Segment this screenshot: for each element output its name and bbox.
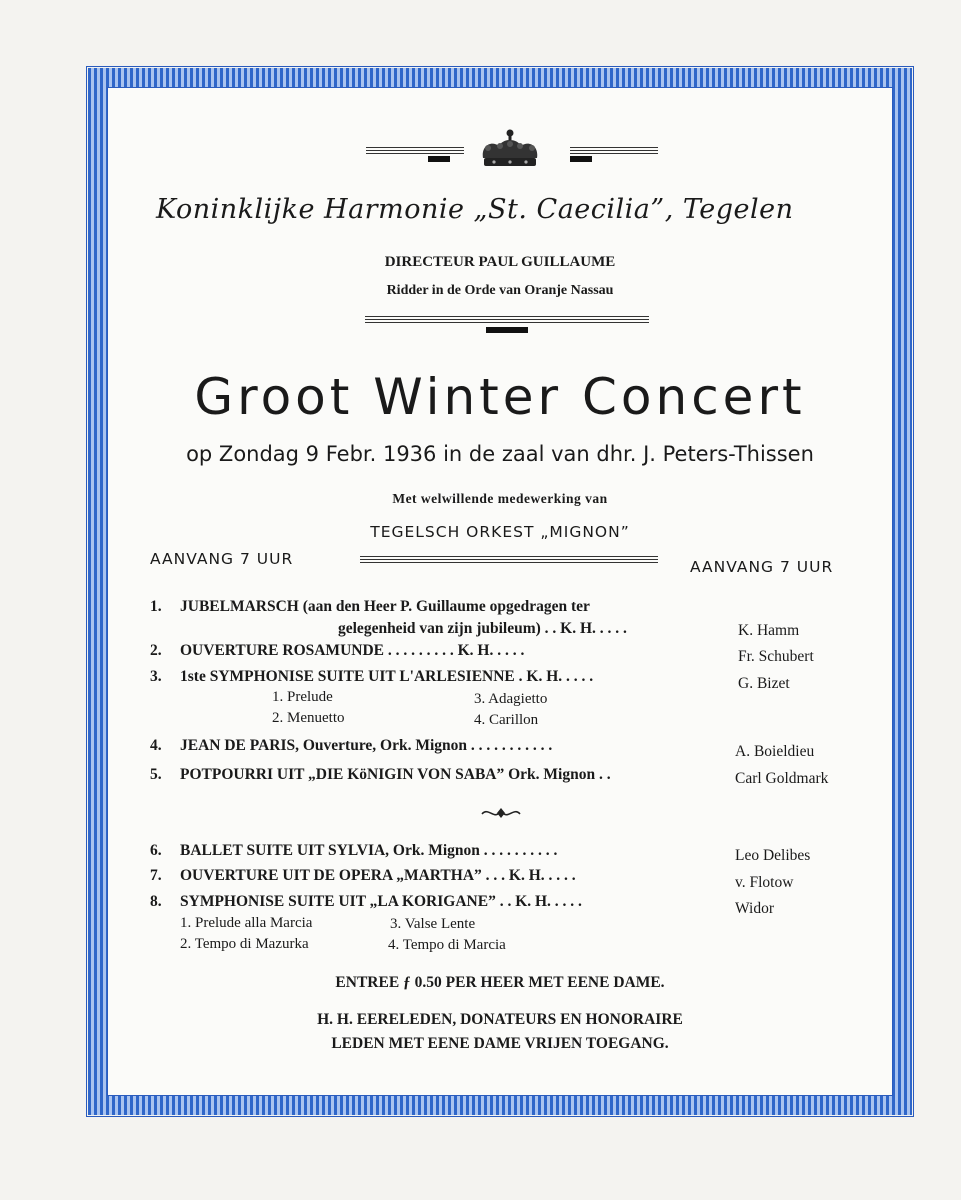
ornament-icon: [480, 805, 522, 821]
start-rule: [360, 556, 658, 563]
header-rule: [365, 316, 649, 323]
movement: 2. Menuetto: [272, 710, 345, 726]
item-composer: Fr. Schubert: [738, 648, 814, 665]
item-composer: Leo Delibes: [735, 847, 811, 864]
top-rule-left: [366, 147, 464, 154]
top-rule-right: [570, 147, 658, 154]
item-composer: K. Hamm: [738, 622, 800, 639]
honorary-line-1: H. H. EERELEDEN, DONATEURS EN HONORAIRE: [317, 1011, 683, 1028]
header-rule-block: [486, 327, 528, 333]
movement: 1. Prelude: [272, 689, 333, 705]
start-time-right: AANVANG 7 UUR: [690, 558, 834, 576]
decorative-border: [88, 68, 912, 1115]
item-composer: v. Flotow: [735, 874, 794, 891]
honorary-line-2: LEDEN MET EENE DAME VRIJEN TOEGANG.: [331, 1035, 669, 1052]
item-title: OUVERTURE UIT DE OPERA „MARTHA” . . . K. H. . . . .: [180, 867, 576, 884]
crown-icon: [479, 128, 541, 172]
item-number: 2.: [150, 642, 162, 659]
movement: 1. Prelude alla Marcia: [180, 915, 313, 931]
item-title: 1ste SYMPHONISE SUITE UIT L'ARLESIENNE . K. H. . . . .: [180, 668, 594, 685]
top-rule-left-block: [428, 156, 450, 162]
entree-line: ENTREE ƒ 0.50 PER HEER MET EENE DAME.: [335, 974, 665, 991]
item-title-cont: gelegenheid van zijn jubileum) . . K. H. . . . .: [338, 620, 627, 637]
order-line: Ridder in de Orde van Oranje Nassau: [386, 283, 614, 298]
movement: 2. Tempo di Mazurka: [180, 936, 309, 952]
movement: 3. Adagietto: [474, 691, 548, 707]
item-number: 7.: [150, 867, 162, 884]
top-rule-right-block: [570, 156, 592, 162]
movement: 4. Tempo di Marcia: [388, 937, 506, 953]
item-title: JEAN DE PARIS, Ouverture, Ork. Mignon . . . . . . . . . . .: [180, 737, 553, 754]
item-composer: Widor: [735, 900, 774, 917]
item-composer: G. Bizet: [738, 675, 790, 692]
item-title: JUBELMARSCH (aan den Heer P. Guillaume opgedragen ter: [180, 598, 590, 615]
item-composer: A. Boieldieu: [735, 743, 815, 760]
item-number: 4.: [150, 737, 162, 754]
item-number: 1.: [150, 598, 162, 615]
item-number: 6.: [150, 842, 162, 859]
concert-title: Groot Winter Concert: [194, 368, 806, 426]
cooperation-line: Met welwillende medewerking van: [392, 491, 608, 506]
orchestra-line: TEGELSCH ORKEST „MIGNON”: [370, 523, 630, 541]
date-line: op Zondag 9 Febr. 1936 in de zaal van dhr. J. Peters-Thissen: [186, 442, 814, 466]
item-title: BALLET SUITE UIT SYLVIA, Ork. Mignon . . . . . . . . . .: [180, 842, 558, 859]
item-composer: Carl Goldmark: [735, 770, 829, 787]
item-number: 3.: [150, 668, 162, 685]
start-time-left: AANVANG 7 UUR: [150, 550, 294, 568]
item-title: OUVERTURE ROSAMUNDE . . . . . . . . . K. H. . . . .: [180, 642, 525, 659]
item-title: SYMPHONISE SUITE UIT „LA KORIGANE” . . K. H. . . . .: [180, 893, 582, 910]
movement: 3. Valse Lente: [390, 916, 476, 932]
director-line: DIRECTEUR PAUL GUILLAUME: [384, 254, 616, 270]
item-number: 8.: [150, 893, 162, 910]
movement: 4. Carillon: [474, 712, 539, 728]
item-title: POTPOURRI UIT „DIE KöNIGIN VON SABA” Ork. Mignon . .: [180, 766, 611, 783]
item-number: 5.: [150, 766, 162, 783]
society-name: Koninklijke Harmonie „St. Caecilia”, Tegelen: [156, 194, 794, 225]
